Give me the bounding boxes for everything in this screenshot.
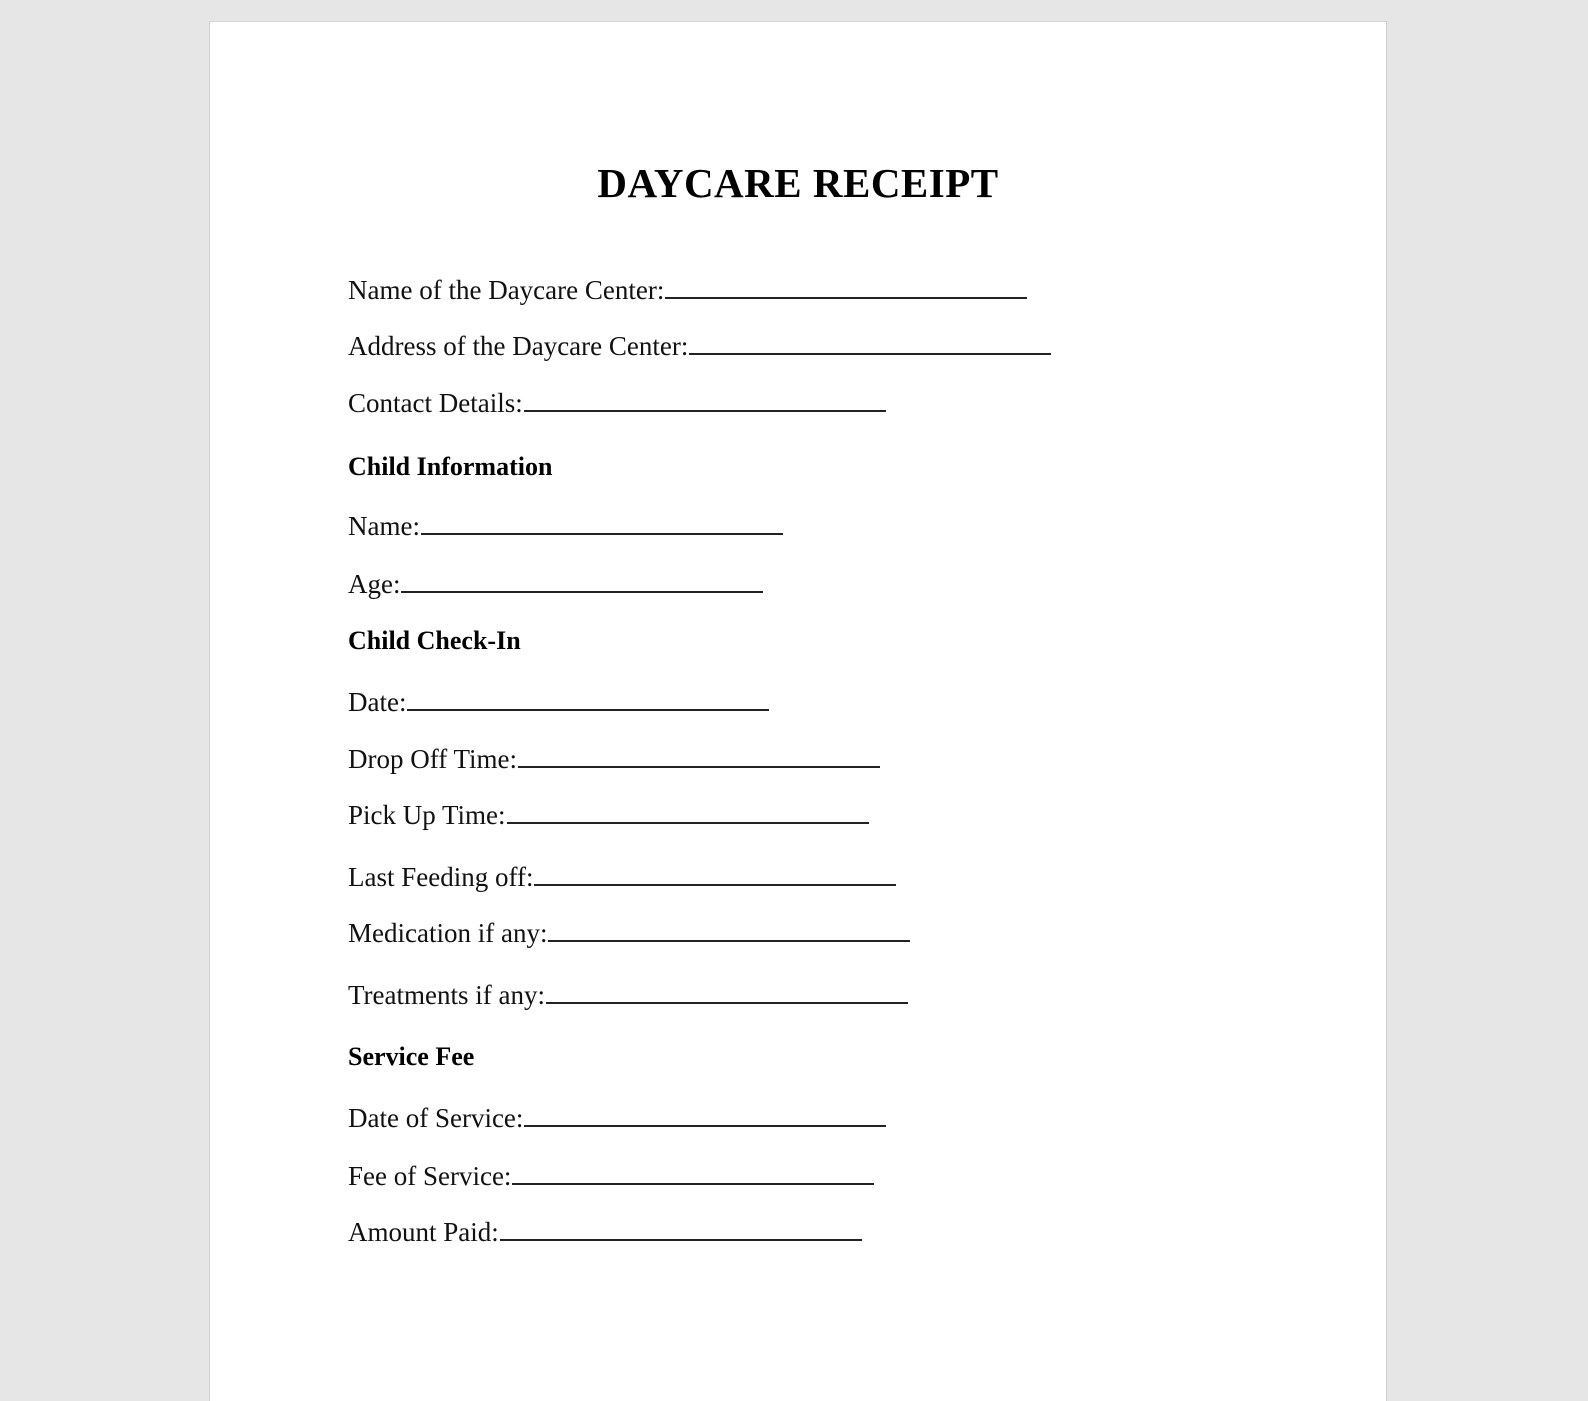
blank-line[interactable] (546, 980, 908, 1004)
blank-line[interactable] (518, 744, 880, 768)
field-label: Date: (348, 687, 407, 717)
field-label: Fee of Service: (348, 1161, 512, 1191)
field-center-name (348, 275, 1027, 306)
section-heading-child-information: Child Information (348, 452, 553, 481)
field-label: Treatments if any: (348, 980, 545, 1010)
field-date-of-service (348, 1103, 886, 1134)
field-last-feeding (348, 862, 896, 893)
field-label: Name of the Daycare Center: (348, 275, 665, 305)
blank-line[interactable] (665, 275, 1027, 299)
blank-line[interactable] (524, 1103, 886, 1127)
blank-line[interactable] (534, 862, 896, 886)
blank-line[interactable] (500, 1217, 862, 1241)
field-label: Last Feeding off: (348, 862, 534, 892)
field-label: Age: (348, 569, 401, 599)
field-medication (348, 918, 910, 949)
field-child-age (348, 569, 763, 600)
field-label: Name: (348, 511, 420, 541)
field-contact-details (348, 388, 886, 419)
field-label: Amount Paid: (348, 1217, 499, 1247)
field-fee-of-service (348, 1161, 874, 1192)
section-heading-child-check-in: Child Check-In (348, 626, 521, 655)
blank-line[interactable] (507, 800, 869, 824)
blank-line[interactable] (401, 569, 763, 593)
field-label: Drop Off Time: (348, 744, 518, 774)
field-label: Address of the Daycare Center: (348, 331, 689, 361)
blank-line[interactable] (407, 687, 769, 711)
document-page (209, 21, 1387, 1401)
field-amount-paid (348, 1217, 862, 1248)
blank-line[interactable] (421, 511, 783, 535)
blank-line[interactable] (548, 918, 910, 942)
section-heading-service-fee: Service Fee (348, 1042, 475, 1071)
field-center-address (348, 331, 1051, 362)
field-label: Medication if any: (348, 918, 548, 948)
blank-line[interactable] (512, 1161, 874, 1185)
field-label: Pick Up Time: (348, 800, 506, 830)
field-child-name (348, 511, 783, 542)
field-label: Contact Details: (348, 388, 523, 418)
document-title: DAYCARE RECEIPT (597, 160, 999, 206)
field-label: Date of Service: (348, 1103, 524, 1133)
field-check-in-date (348, 687, 769, 718)
blank-line[interactable] (524, 388, 886, 412)
field-treatments (348, 980, 908, 1011)
blank-line[interactable] (689, 331, 1051, 355)
field-pick-up-time (348, 800, 869, 831)
field-drop-off-time (348, 744, 880, 775)
